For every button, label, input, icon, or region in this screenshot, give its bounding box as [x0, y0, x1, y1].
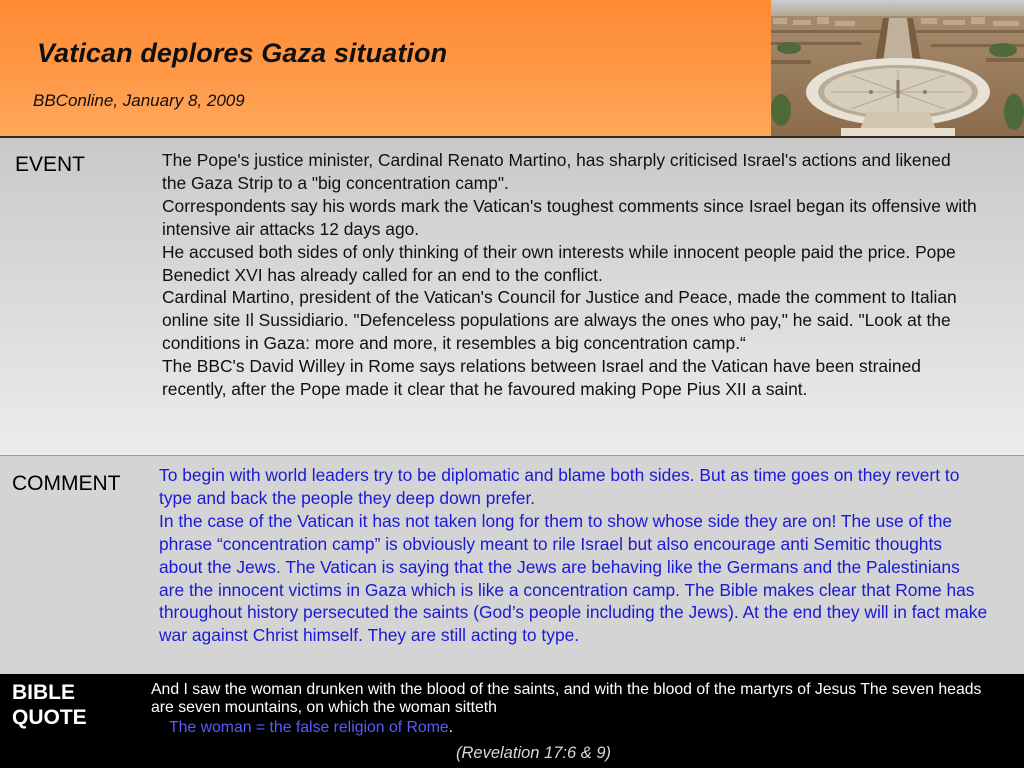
bible-quote-label-line1: BIBLE — [12, 681, 75, 704]
event-label: EVENT — [15, 153, 86, 176]
page-title: Vatican deplores Gaza situation — [37, 38, 448, 68]
bible-quote-text: And I saw the woman drunken with the blood of the saints, and with the blood of the martyrs of Jesus The seven heads are seven mountains, on which the woman sitteth — [151, 681, 982, 716]
event-paragraph: The Pope's justice minister, Cardinal Renato Martino, has sharply criticised Israel's actions and likened the Gaza Strip to a "big concentration camp". — [162, 150, 951, 193]
event-paragraph: Cardinal Martino, president of the Vatican's Council for Justice and Peace, made the comment to Italian online site Il Sussidiario. "Defenceless populations are always the ones who pay," he said. "Look at the conditions in Gaza: more and more, it resembles a big concentration camp.“ — [162, 287, 957, 354]
page-subtitle: BBConline, January 8, 2009 — [33, 91, 245, 110]
bible-quote-note — [169, 719, 453, 737]
event-paragraph: He accused both sides of only thinking of their own interests while innocent people paid the price. Pope Benedict XVI has already called for an end to the conflict. — [162, 241, 956, 285]
comment-section — [0, 455, 1024, 674]
comment-paragraph: In the case of the Vatican it has not taken long for them to show whose side they are on! The use of the phrase “concentration camp” is obviously meant to rile Israel but also encourage anti Semitic thoughts about the Jews. The Vatican is saying that the Jews are behaving like the Germans and the Palestinians are the innocent victims in Gaza which is like a concentration camp. The Bible makes clear that Rome has throughout history persecuted the saints (God’s people including the Jews). At the end they will in fact make war against Christ himself. They are still acting to type. — [159, 510, 988, 646]
bible-quote-label-line2: QUOTE — [12, 706, 87, 729]
event-paragraph: Correspondents say his words mark the Vatican's toughest comments since Israel began its offensive with intensive air attacks 12 days ago. — [162, 195, 977, 239]
bible-quote-note-text: The woman = the false religion of Rome — [169, 719, 449, 736]
event-paragraph: The BBC's David Willey in Rome says relations between Israel and the Vatican have been strained recently, after the Pope made it clear that he favoured making Pope Pius XII a saint. — [162, 356, 921, 400]
bible-quote-reference: (Revelation 17:6 & 9) — [456, 744, 612, 762]
bible-quote-note-period: . — [448, 719, 454, 736]
header-banner — [0, 0, 771, 137]
event-section — [0, 138, 1024, 455]
event-text — [162, 149, 977, 401]
comment-label: COMMENT — [12, 472, 121, 495]
st-peters-square-photo — [771, 0, 1024, 142]
comment-text — [159, 464, 989, 647]
bible-quote-label — [12, 680, 87, 730]
bible-quote-section — [0, 674, 1024, 768]
comment-paragraph: To begin with world leaders try to be diplomatic and blame both sides. But as time goes on they revert to type and back the people they deep down prefer. — [159, 465, 960, 508]
